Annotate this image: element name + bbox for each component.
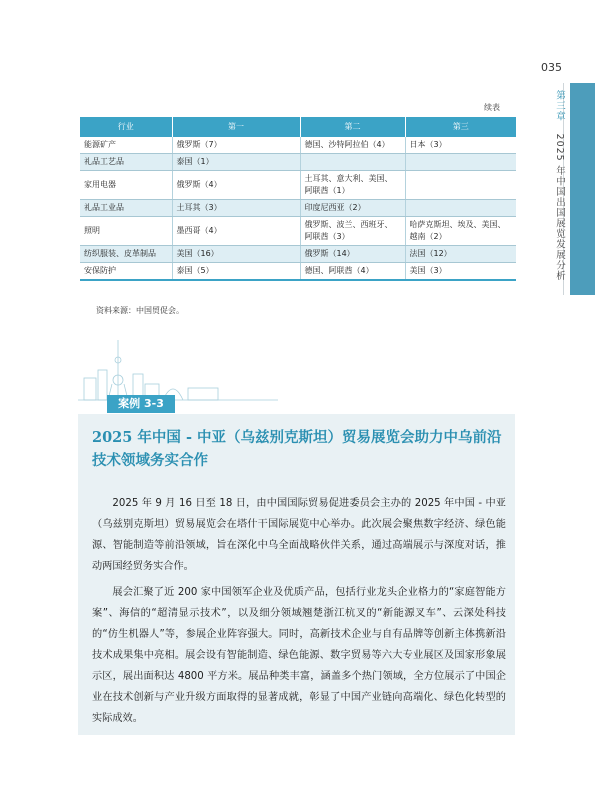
- table-cell: 泰国（1）: [172, 154, 300, 171]
- table-cell: 泰国（5）: [172, 263, 300, 281]
- page-number: 035: [541, 61, 562, 74]
- table-row: [80, 246, 516, 263]
- table-cell: 土耳其、意大利、美国、 阿联酋（1）: [300, 171, 405, 200]
- table-cell: 纺织服装、皮革制品: [80, 246, 172, 263]
- table-header-row: [80, 117, 516, 137]
- table-cell: 美国（16）: [172, 246, 300, 263]
- table-row: [80, 200, 516, 217]
- table-cell: [405, 154, 516, 171]
- table-cell: 安保防护: [80, 263, 172, 281]
- table-cell: 印度尼西亚（2）: [300, 200, 405, 217]
- table-cell: [405, 200, 516, 217]
- table-continued-note: 续表: [484, 103, 500, 112]
- table-cell: 俄罗斯（7）: [172, 137, 300, 154]
- table-cell: 礼品工艺品: [80, 154, 172, 171]
- case-paragraph-2: 展会汇聚了近 200 家中国领军企业及优质产品，包括行业龙头企业格力的“家庭智能方案”、海信的“超清显示技术”，以及细分领域翘楚浙江杭叉的“新能源叉车”、云深处科技的“仿生机器人”等，参展企业阵容强大。同时，高新技术企业与自有品牌等创新主体携新沿技术成果集中亮相。展会设有智能制造、绿色能源、数字贸易等六大专业展区及国家形象展示区，展出面积达 4800 平方米。展品种类丰富，涵盖多个热门领域，全方位展示了中国企业在技术创新与产业升级方面取得的显著成就，彰显了中国产业链向高端化、绿色化转型的实际成效。: [92, 587, 506, 724]
- header-first: 第一: [172, 117, 300, 137]
- table-row: [80, 137, 516, 154]
- table-row: [80, 171, 516, 200]
- table-cell: 美国（3）: [405, 263, 516, 281]
- table-cell: 德国、阿联酋（4）: [300, 263, 405, 281]
- table-cell: 德国、沙特阿拉伯（4）: [300, 137, 405, 154]
- table-cell: 法国（12）: [405, 246, 516, 263]
- table-row: [80, 154, 516, 171]
- table-cell: 能源矿产: [80, 137, 172, 154]
- case-label: 案例 3-3: [107, 395, 175, 413]
- table-cell: 礼品工业品: [80, 200, 172, 217]
- industry-ranking-table: [80, 117, 516, 281]
- table-cell: 家用电器: [80, 171, 172, 200]
- header-third: 第三: [405, 117, 516, 137]
- table-cell: [405, 171, 516, 200]
- table-cell: [300, 154, 405, 171]
- table-source-note: 资料来源：中国贸促会。: [96, 306, 184, 315]
- table-cell: 俄罗斯（4）: [172, 171, 300, 200]
- chapter-tab: [570, 83, 595, 295]
- chapter-running-head: [536, 90, 566, 281]
- header-industry: 行业: [80, 117, 172, 137]
- table-cell: 俄罗斯（14）: [300, 246, 405, 263]
- case-body: [92, 493, 506, 734]
- table-cell: 墨西哥（4）: [172, 217, 300, 246]
- chapter-number: 第三章: [554, 90, 565, 122]
- table-cell: 哈萨克斯坦、埃及、美国、 越南（2）: [405, 217, 516, 246]
- table-row: [80, 217, 516, 246]
- table-cell: 日本（3）: [405, 137, 516, 154]
- case-title: 2025 年中国 - 中亚（乌兹别克斯坦）贸易展览会助力中乌前沿技术领域务实合作: [92, 429, 502, 469]
- header-second: 第二: [300, 117, 405, 137]
- table-cell: 俄罗斯、波兰、西班牙、 阿联酋（3）: [300, 217, 405, 246]
- table-cell: 照明: [80, 217, 172, 246]
- case-paragraph-1: 2025 年 9 月 16 日至 18 日，由中国国际贸易促进委员会主办的 2025 年中国 - 中亚（乌兹别克斯坦）贸易展览会在塔什干国际展览中心举办。此次展会聚焦数字经济、绿色能源、智能制造等前沿领域，旨在深化中乌全面战略伙伴关系，通过高端展示与深度对话，推动两国经贸务实合作。: [92, 498, 506, 572]
- table-cell: 土耳其（3）: [172, 200, 300, 217]
- chapter-title: 2025 年中国出国展览发展分析: [554, 133, 565, 282]
- table-row: [80, 263, 516, 281]
